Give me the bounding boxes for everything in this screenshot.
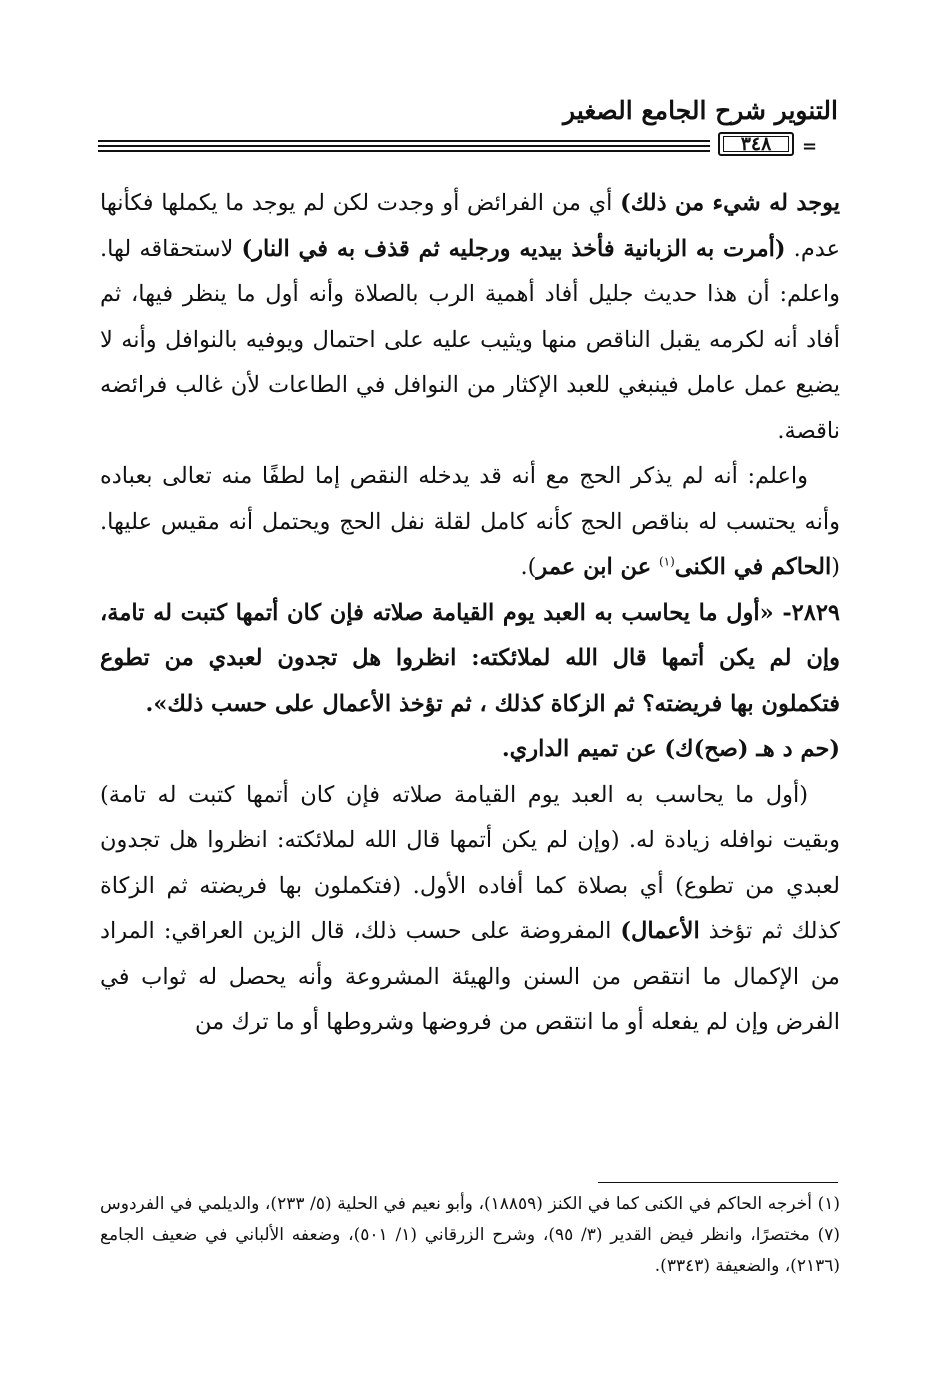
hadith-text: «أول ما يحاسب به العبد يوم القيامة صلاته فإن كان أتمها كتبت له تامة، وإن لم يكن أتمها قال الله لملائكته: انظروا هل تجدون لعبدي من تطوع فتكملون بها فريضته؟ ثم الزكاة كذلك ، ثم تؤخذ الأعمال على حسب ذلك». bbox=[100, 599, 840, 717]
hadith-source: (حم د هـ (صح)ك) عن تميم الداري. bbox=[501, 736, 840, 762]
source-citation: الحاكم في الكنى bbox=[674, 554, 832, 580]
commentary-text: المفروضة على حسب ذلك، قال الزين العراقي: المراد من الإكمال ما انتقص من السنن والهيئة المشروعة وأنه يحصل له ثواب في الفرض وإن لم يفعله أو ما انتقص من فروضها وشروطها أو ما ترك من bbox=[100, 918, 840, 1035]
quoted-text: (أمرت به الزبانية فأخذ بيديه ورجليه ثم قذف به في النار) bbox=[241, 235, 786, 262]
commentary-text: لاستحقاقه لها. واعلم: أن هذا حديث جليل أفاد أهمية الرب بالصلاة وأنه أول ما ينظر فيها، ثم أفاد أنه لكرمه يقبل الناقص منها ويثيب عليه على احتمال ويوفيه بالنوافل وأنه لا يضيع عمل عامل فينبغي للعبد الإكثار من النوافل في الطاعات لأن غالب فرائضه ناقصة. bbox=[100, 235, 840, 444]
main-text bbox=[100, 181, 840, 1046]
source-citation: عن ابن عمر bbox=[536, 554, 659, 580]
header-dash: = bbox=[802, 136, 818, 157]
footnote: (١) أخرجه الحاكم في الكنى كما في الكنز (١٨٨٥٩)، وأبو نعيم في الحلية (٥/ ٢٣٣)، والديلمي في الفردوس (٧) مختصرًا، وانظر فيض القدير (٣/ ٩٥)، وشرح الزرقاني (١/ ٥٠١)، وضعفه الألباني في ضعيف الجامع (٢١٣٦)، والضعيفة (٣٣٤٣). bbox=[100, 1194, 840, 1276]
header-rule-line bbox=[98, 140, 710, 142]
quoted-text: يوجد له شيء من ذلك) bbox=[620, 190, 840, 216]
header-rule-line bbox=[98, 150, 710, 152]
footnote-separator bbox=[598, 1182, 838, 1183]
paragraph bbox=[100, 773, 840, 1046]
page-header bbox=[98, 96, 838, 158]
running-title: التنوير شرح الجامع الصغير bbox=[563, 96, 838, 125]
hadith-number: ٢٨٢٩- bbox=[773, 599, 841, 626]
commentary-text: أي من الفرائض أو وجدت لكن لم يوجد ما يكملها فكأنها عدم. bbox=[100, 190, 840, 262]
commentary-text: (أول ما يحاسب به العبد يوم القيامة صلاته فإن كان أتمها كتبت له تامة) وبقيت نوافله زيادة له. (وإن لم يكن أتمها قال الله لملائكته: انظروا هل تجدون لعبدي من تطوع) أي بصلاة كما أفاده الأول. (فتكملون بها فريضته ثم الزكاة كذلك ثم تؤخذ bbox=[100, 781, 840, 944]
quoted-text: الأعمال) bbox=[620, 918, 700, 944]
paragraph bbox=[100, 454, 840, 591]
commentary-text: واعلم: أنه لم يذكر الحج مع أنه قد يدخله النقص إما لطفًا منه تعالى بعباده وأنه يحتسب له بناقص الحج كأنه كامل لقلة نفل الحج ويحتمل أنه مقيس عليها. ( bbox=[100, 463, 840, 580]
page-number: ٣٤٨ bbox=[718, 132, 794, 156]
footnote-marker[interactable]: (١) bbox=[658, 554, 675, 569]
header-rule-line bbox=[98, 145, 710, 147]
commentary-text: ). bbox=[520, 554, 537, 580]
paragraph bbox=[100, 181, 840, 454]
header-rule bbox=[98, 132, 838, 158]
hadith-paragraph bbox=[100, 591, 840, 728]
